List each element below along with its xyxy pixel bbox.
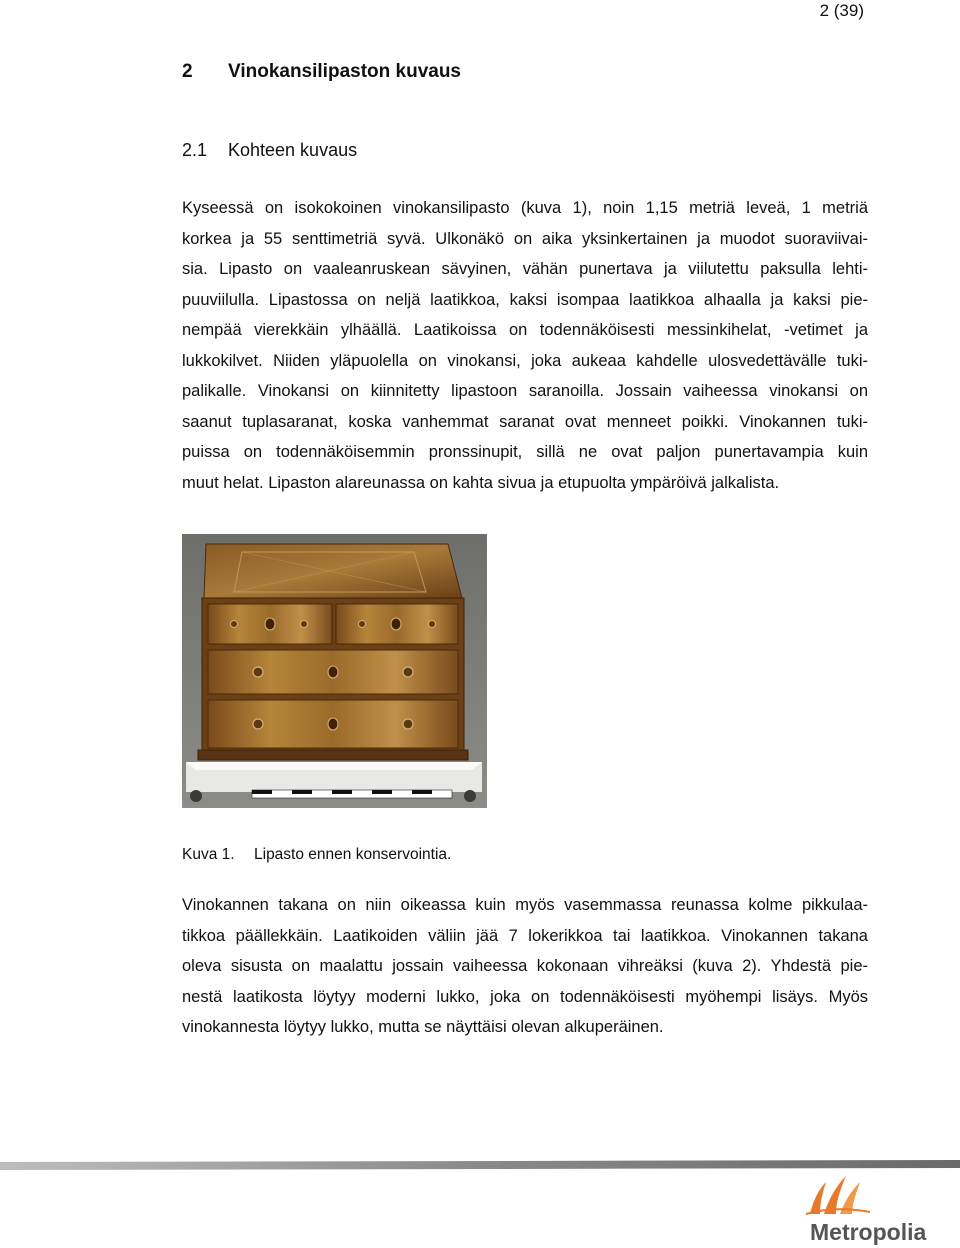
text-line: muut helat. Lipaston alareunassa on kahta sivua ja etupuolta ympäröivä jalkalista. bbox=[182, 473, 780, 492]
text-line: oleva sisusta on maalattu jossain vaiheessa kokonaan vihreäksi (kuva 2). Yhdestä pie- bbox=[182, 957, 868, 975]
figure-caption bbox=[182, 844, 451, 866]
text-line: lukkokilvet. Niiden yläpuolella on vinokansi, joka aukeaa kahdelle ulosvedettävälle tuki- bbox=[182, 351, 868, 370]
text-line: saanut tuplasaranat, koska vanhemmat saranat ovat menneet poikki. Vinokannen tuki- bbox=[182, 412, 868, 431]
subsection-heading bbox=[182, 138, 357, 162]
text-line: vinokannesta löytyy lukko, mutta se näyttäisi olevan alkuperäinen. bbox=[182, 1018, 664, 1036]
caption-text: Lipasto ennen konservointia. bbox=[254, 846, 452, 863]
caption-number: Kuva 1. bbox=[182, 846, 235, 863]
paragraph-description bbox=[182, 193, 868, 498]
text-line: sia. Lipasto on vaaleanruskean sävyinen, vähän punertava ja viilutettu paksulla lehti- bbox=[182, 260, 868, 278]
text-line: palikalle. Vinokansi on kiinnitetty lipastoon saranoilla. Jossain vaiheessa vinokansi on bbox=[182, 382, 868, 400]
text-line: tikkoa päällekkäin. Laatikoiden väliin jää 7 lokerikkoa tai laatikkoa. Vinokannen takana bbox=[182, 926, 868, 945]
text-line: puuviilulla. Lipastossa on neljä laatikkoa, kaksi isompaa laatikkoa alhaalla ja kaksi pie- bbox=[182, 290, 868, 309]
page-number: 2 (39) bbox=[819, 1, 864, 20]
text-line: Vinokannen takana on niin oikeassa kuin myös vasemmassa reunassa kolme pikkulaa- bbox=[182, 896, 868, 914]
text-line: korkea ja 55 senttimetriä syvä. Ulkonäkö on aika yksinkertainen ja muodot suoraviivai- bbox=[182, 229, 868, 248]
text-line: Kyseessä on isokokoinen vinokansilipasto (kuva 1), noin 1,15 metriä leveä, 1 metriä bbox=[182, 199, 868, 217]
text-line: puissa on todennäköisemmin pronssinupit, sillä ne ovat paljon punertavampia kuin bbox=[182, 443, 868, 461]
subsection-title: Kohteen kuvaus bbox=[228, 140, 358, 160]
cabinet-photo-illustration bbox=[182, 534, 487, 808]
logo-wordmark: Metropolia bbox=[810, 1219, 927, 1245]
section-heading bbox=[182, 60, 461, 84]
text-line: nempää vierekkäin ylhäällä. Laatikoissa on todennäköisesti messinkihelat, -vetimet ja bbox=[182, 321, 868, 339]
text-line: nestä laatikosta löytyy moderni lukko, joka on todennäköisesti myöhempi lisäys. Myös bbox=[182, 987, 868, 1006]
paragraph-interior bbox=[182, 890, 868, 1043]
cabinet-photo bbox=[182, 534, 487, 808]
subsection-number: 2.1 bbox=[182, 140, 208, 160]
section-title: Vinokansilipaston kuvaus bbox=[228, 61, 462, 82]
section-number: 2 bbox=[182, 61, 193, 82]
